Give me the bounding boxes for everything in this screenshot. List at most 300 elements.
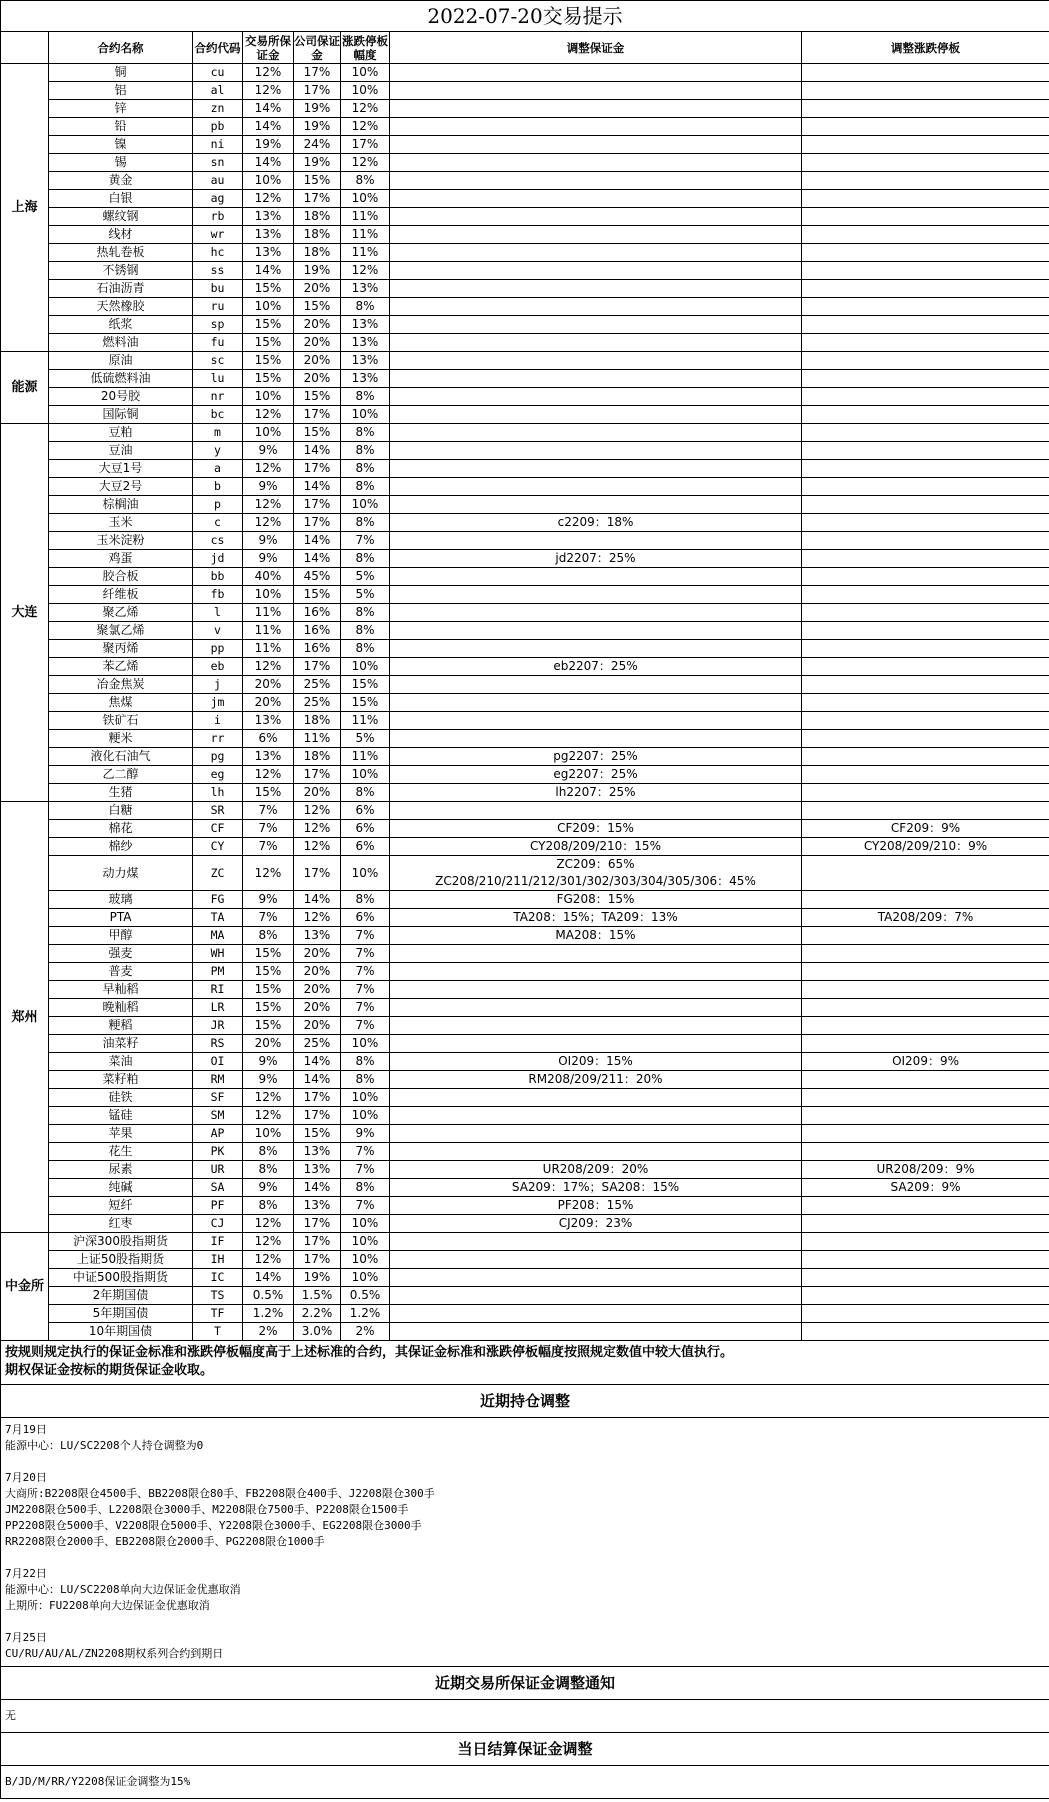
contract-name: 大豆1号 [49,460,193,478]
contract-row [1,838,1049,856]
price-limit: 7% [341,532,390,550]
company-margin: 15% [294,1125,341,1143]
contract-name: 冶金焦炭 [49,676,193,694]
exchange-margin: 13% [243,748,294,766]
adjusted-margin [390,1161,802,1179]
contract-name: 低硫燃料油 [49,370,193,388]
adjusted-limit [802,136,1049,154]
exchange-notice-text: 无 [1,1700,1049,1733]
contract-row [1,981,1049,999]
adjusted-margin [390,1143,802,1161]
price-limit: 8% [341,784,390,802]
rule-note [1,1341,1049,1385]
contract-row [1,712,1049,730]
adjusted-limit [802,694,1049,712]
contract-code: fb [193,586,243,604]
exchange-margin: 14% [243,118,294,136]
adjusted-margin [390,1017,802,1035]
price-limit: 7% [341,1017,390,1035]
contract-code: TS [193,1287,243,1305]
contract-name: 中证500股指期货 [49,1269,193,1287]
contract-code: CY [193,838,243,856]
exchange-margin: 15% [243,370,294,388]
header-exchange-margin: 交易所保证金 [243,32,294,64]
adjusted-limit [802,981,1049,999]
company-margin: 19% [294,154,341,172]
contract-name: 乙二醇 [49,766,193,784]
company-margin: 17% [294,658,341,676]
contract-row [1,370,1049,388]
contract-row [1,999,1049,1017]
adjusted-limit [802,748,1049,766]
adjusted-margin [390,388,802,406]
adjusted-limit [802,604,1049,622]
exchange-margin: 12% [243,496,294,514]
price-limit: 10% [341,1215,390,1233]
adjusted-limit [802,406,1049,424]
contract-row [1,1071,1049,1089]
contract-code: jd [193,550,243,568]
adjusted-margin [390,64,802,82]
exchange-margin: 11% [243,622,294,640]
exchange-margin: 8% [243,1161,294,1179]
header-price-limit: 涨跌停板幅度 [342,33,388,62]
contract-row [1,927,1049,945]
contract-code: rb [193,208,243,226]
company-margin: 20% [294,1017,341,1035]
contract-name: 聚丙烯 [49,640,193,658]
adjusted-margin-line: PF208：15% [557,1198,634,1212]
company-margin: 14% [294,532,341,550]
adjusted-margin [390,1053,802,1071]
adjusted-limit [802,586,1049,604]
contract-row [1,406,1049,424]
adjusted-limit [802,190,1049,208]
contract-code: SM [193,1107,243,1125]
company-margin: 13% [294,927,341,945]
section-title-settlement: 当日结算保证金调整 [1,1733,1049,1766]
exchange-margin: 20% [243,1035,294,1053]
adjusted-limit [802,280,1049,298]
contract-row [1,1305,1049,1323]
contract-row [1,352,1049,370]
contract-code: TA [193,909,243,927]
adjusted-limit [802,298,1049,316]
company-margin: 12% [294,802,341,820]
contract-code: AP [193,1125,243,1143]
contract-code: lu [193,370,243,388]
company-margin: 17% [294,1215,341,1233]
contract-code: bu [193,280,243,298]
contract-code: wr [193,226,243,244]
adjusted-limit [802,226,1049,244]
contract-row [1,1197,1049,1215]
contract-row [1,622,1049,640]
adjusted-margin [390,748,802,766]
adjusted-margin-line: CY208/209/210：15% [530,839,661,853]
header-contract-name: 合约名称 [49,32,193,64]
adjusted-limit [802,172,1049,190]
adjusted-limit [802,496,1049,514]
contract-row [1,1035,1049,1053]
adjusted-limit [802,1053,1049,1071]
contract-name: 棕榈油 [49,496,193,514]
exchange-margin: 11% [243,640,294,658]
company-margin: 19% [294,100,341,118]
contract-row [1,1089,1049,1107]
adjusted-limit [802,1287,1049,1305]
exchange-margin: 12% [243,856,294,891]
adjusted-limit [802,945,1049,963]
adjusted-margin [390,478,802,496]
exchange-margin: 9% [243,532,294,550]
company-margin: 19% [294,262,341,280]
contract-code: cs [193,532,243,550]
price-limit: 10% [341,406,390,424]
adjusted-margin [390,730,802,748]
adjusted-margin-line: OI209：15% [558,1054,633,1068]
adjusted-limit [802,1107,1049,1125]
contract-code: eg [193,766,243,784]
adjusted-margin [390,658,802,676]
contract-name: 苹果 [49,1125,193,1143]
contract-name: 普麦 [49,963,193,981]
adjusted-limit-line: OI209：9% [892,1054,959,1068]
company-margin: 17% [294,460,341,478]
company-margin: 17% [294,1107,341,1125]
contract-code: JR [193,1017,243,1035]
adjusted-limit [802,766,1049,784]
adjusted-margin [390,694,802,712]
contract-row [1,496,1049,514]
adjusted-margin [390,927,802,945]
contract-name: 黄金 [49,172,193,190]
contract-code: lh [193,784,243,802]
exchange-margin: 15% [243,352,294,370]
contract-row [1,316,1049,334]
company-margin: 17% [294,856,341,891]
contract-name: 纸浆 [49,316,193,334]
company-margin: 14% [294,1053,341,1071]
company-margin: 12% [294,909,341,927]
adjusted-margin [390,1251,802,1269]
exchange-margin: 12% [243,658,294,676]
adjusted-limit [802,820,1049,838]
adjusted-limit [802,1197,1049,1215]
company-margin: 20% [294,334,341,352]
contract-name: 粳米 [49,730,193,748]
position-note-line: 7月22日 [5,1567,47,1580]
exchange-label: 上海 [1,64,49,352]
adjusted-limit [802,154,1049,172]
contract-name: 液化石油气 [49,748,193,766]
contract-name: 红枣 [49,1215,193,1233]
contract-code: ni [193,136,243,154]
contract-row [1,1125,1049,1143]
adjusted-margin [390,820,802,838]
adjusted-margin-line: FG208：15% [556,892,635,906]
exchange-margin: 12% [243,406,294,424]
contract-name: 上证50股指期货 [49,1251,193,1269]
adjusted-limit [802,856,1049,891]
exchange-margin: 12% [243,1215,294,1233]
price-limit: 13% [341,370,390,388]
adjusted-limit [802,1035,1049,1053]
company-margin: 12% [294,820,341,838]
exchange-margin: 19% [243,136,294,154]
exchange-margin: 12% [243,1107,294,1125]
adjusted-margin-line: MA208：15% [555,928,636,942]
contract-code: bb [193,568,243,586]
contract-code: IH [193,1251,243,1269]
exchange-margin: 9% [243,478,294,496]
contract-name: 苯乙烯 [49,658,193,676]
adjusted-limit [802,1323,1049,1341]
company-margin: 14% [294,478,341,496]
contract-row [1,460,1049,478]
section-title-position: 近期持仓调整 [1,1385,1049,1418]
contract-name: 铁矿石 [49,712,193,730]
exchange-label: 郑州 [1,802,49,1233]
adjusted-margin [390,981,802,999]
company-margin: 20% [294,280,341,298]
company-margin: 25% [294,676,341,694]
adjusted-margin [390,586,802,604]
exchange-margin: 10% [243,172,294,190]
adjusted-margin-line: RM208/209/211：20% [528,1072,663,1086]
price-limit: 7% [341,945,390,963]
company-margin: 14% [294,442,341,460]
contract-name: 2年期国债 [49,1287,193,1305]
company-margin: 15% [294,172,341,190]
header-adjusted-margin: 调整保证金 [390,32,802,64]
contract-code: sp [193,316,243,334]
adjusted-limit-line: TA208/209：7% [877,910,974,924]
contract-name: 白糖 [49,802,193,820]
adjusted-limit [802,927,1049,945]
exchange-margin: 9% [243,891,294,909]
price-limit: 8% [341,604,390,622]
price-limit: 12% [341,262,390,280]
position-note-line: 上期所：FU2208单向大边保证金优惠取消 [5,1599,210,1612]
contract-code: v [193,622,243,640]
company-margin: 17% [294,190,341,208]
contract-row [1,1107,1049,1125]
exchange-margin: 20% [243,676,294,694]
adjusted-limit-line: UR208/209：9% [876,1162,975,1176]
page-title: 2022-07-20交易提示 [1,1,1049,32]
adjusted-margin [390,1305,802,1323]
adjusted-margin [390,838,802,856]
contract-row [1,945,1049,963]
adjusted-limit [802,784,1049,802]
contract-code: RS [193,1035,243,1053]
contract-code: jm [193,694,243,712]
adjusted-margin [390,442,802,460]
exchange-margin: 10% [243,298,294,316]
price-limit: 7% [341,1197,390,1215]
header-row [1,32,1049,64]
adjusted-limit [802,676,1049,694]
company-margin: 18% [294,748,341,766]
contract-name: 尿素 [49,1161,193,1179]
adjusted-margin [390,316,802,334]
adjusted-margin [390,460,802,478]
adjusted-limit [802,963,1049,981]
adjusted-limit [802,1179,1049,1197]
exchange-margin: 12% [243,1233,294,1251]
position-note-line: 7月25日 [5,1631,47,1644]
exchange-margin: 12% [243,64,294,82]
contract-row [1,100,1049,118]
contract-name: 不锈钢 [49,262,193,280]
position-note-line: PP2208限仓5000手、V2208限仓5000手、Y2208限仓3000手、EG2208限仓3000手 [5,1519,422,1532]
adjusted-margin-line: eg2207：25% [553,767,638,781]
contract-code: c [193,514,243,532]
contract-row [1,424,1049,442]
contract-name: 锡 [49,154,193,172]
contract-name: 豆油 [49,442,193,460]
adjusted-limit [802,1071,1049,1089]
adjusted-margin [390,190,802,208]
price-limit: 13% [341,316,390,334]
contract-name: 鸡蛋 [49,550,193,568]
position-note-line: 大商所:B2208限仓4500手、BB2208限仓80手、FB2208限仓400手、J2208限仓300手 [5,1487,435,1500]
adjusted-margin-line: ZC208/210/211/212/301/302/303/304/305/306：45% [435,874,756,888]
adjusted-margin [390,208,802,226]
contract-row [1,676,1049,694]
contract-name: 晚籼稻 [49,999,193,1017]
adjusted-limit [802,891,1049,909]
contract-name: 20号胶 [49,388,193,406]
price-limit: 10% [341,82,390,100]
contract-row [1,298,1049,316]
contract-code: OI [193,1053,243,1071]
contract-code: LR [193,999,243,1017]
exchange-margin: 14% [243,262,294,280]
adjusted-margin [390,1197,802,1215]
contract-name: 纯碱 [49,1179,193,1197]
exchange-margin: 15% [243,280,294,298]
company-margin: 18% [294,226,341,244]
adjusted-margin [390,676,802,694]
contract-code: CJ [193,1215,243,1233]
adjusted-margin [390,352,802,370]
price-limit: 10% [341,496,390,514]
contract-code: y [193,442,243,460]
contract-row [1,1215,1049,1233]
contract-code: a [193,460,243,478]
exchange-margin: 1.2% [243,1305,294,1323]
contract-name: 大豆2号 [49,478,193,496]
contract-code: CF [193,820,243,838]
contract-code: T [193,1323,243,1341]
contract-name: 油菜籽 [49,1035,193,1053]
contract-row [1,586,1049,604]
adjusted-limit [802,1161,1049,1179]
contract-row [1,802,1049,820]
exchange-margin: 13% [243,226,294,244]
adjusted-limit [802,64,1049,82]
contract-code: RM [193,1071,243,1089]
position-note-line: 能源中心：LU/SC2208单向大边保证金优惠取消 [5,1583,241,1596]
contract-row [1,1233,1049,1251]
price-limit: 10% [341,1035,390,1053]
adjusted-margin [390,1125,802,1143]
price-limit: 8% [341,1071,390,1089]
company-margin: 15% [294,586,341,604]
adjusted-limit [802,550,1049,568]
price-limit: 10% [341,1107,390,1125]
contract-code: cu [193,64,243,82]
price-limit: 7% [341,1161,390,1179]
exchange-margin: 7% [243,909,294,927]
company-margin: 18% [294,208,341,226]
price-limit: 7% [341,981,390,999]
exchange-margin: 10% [243,388,294,406]
price-limit: 11% [341,712,390,730]
adjusted-margin [390,262,802,280]
adjusted-limit [802,1089,1049,1107]
contract-code: hc [193,244,243,262]
price-limit: 5% [341,568,390,586]
contract-row [1,694,1049,712]
adjusted-margin-line: jd2207：25% [555,551,636,565]
contract-row [1,136,1049,154]
contract-name: 沪深300股指期货 [49,1233,193,1251]
adjusted-limit [802,118,1049,136]
adjusted-margin-line: lh2207：25% [555,785,636,799]
exchange-margin: 7% [243,820,294,838]
price-limit: 15% [341,676,390,694]
price-limit: 11% [341,748,390,766]
contract-name: 镍 [49,136,193,154]
company-margin: 13% [294,1197,341,1215]
exchange-margin: 15% [243,334,294,352]
company-margin: 16% [294,640,341,658]
contract-code: eb [193,658,243,676]
price-limit: 10% [341,64,390,82]
exchange-margin: 13% [243,712,294,730]
company-margin: 17% [294,1089,341,1107]
exchange-margin: 15% [243,963,294,981]
price-limit: 13% [341,334,390,352]
exchange-margin: 11% [243,604,294,622]
exchange-margin: 8% [243,1197,294,1215]
adjusted-margin [390,100,802,118]
exchange-margin: 0.5% [243,1287,294,1305]
contract-name: 玉米 [49,514,193,532]
settlement-text: B/JD/M/RR/Y2208保证金调整为15% [1,1766,1049,1799]
adjusted-margin [390,1107,802,1125]
adjusted-margin [390,1269,802,1287]
contract-code: nr [193,388,243,406]
contract-code: j [193,676,243,694]
contract-code: MA [193,927,243,945]
adjusted-margin [390,1089,802,1107]
adjusted-limit [802,1143,1049,1161]
adjusted-limit [802,658,1049,676]
price-limit: 1.2% [341,1305,390,1323]
exchange-margin: 12% [243,1251,294,1269]
exchange-margin: 8% [243,927,294,945]
price-limit: 10% [341,1251,390,1269]
contract-name: 粳稻 [49,1017,193,1035]
price-limit: 5% [341,730,390,748]
contract-row [1,118,1049,136]
contract-row [1,1053,1049,1071]
price-limit: 12% [341,118,390,136]
